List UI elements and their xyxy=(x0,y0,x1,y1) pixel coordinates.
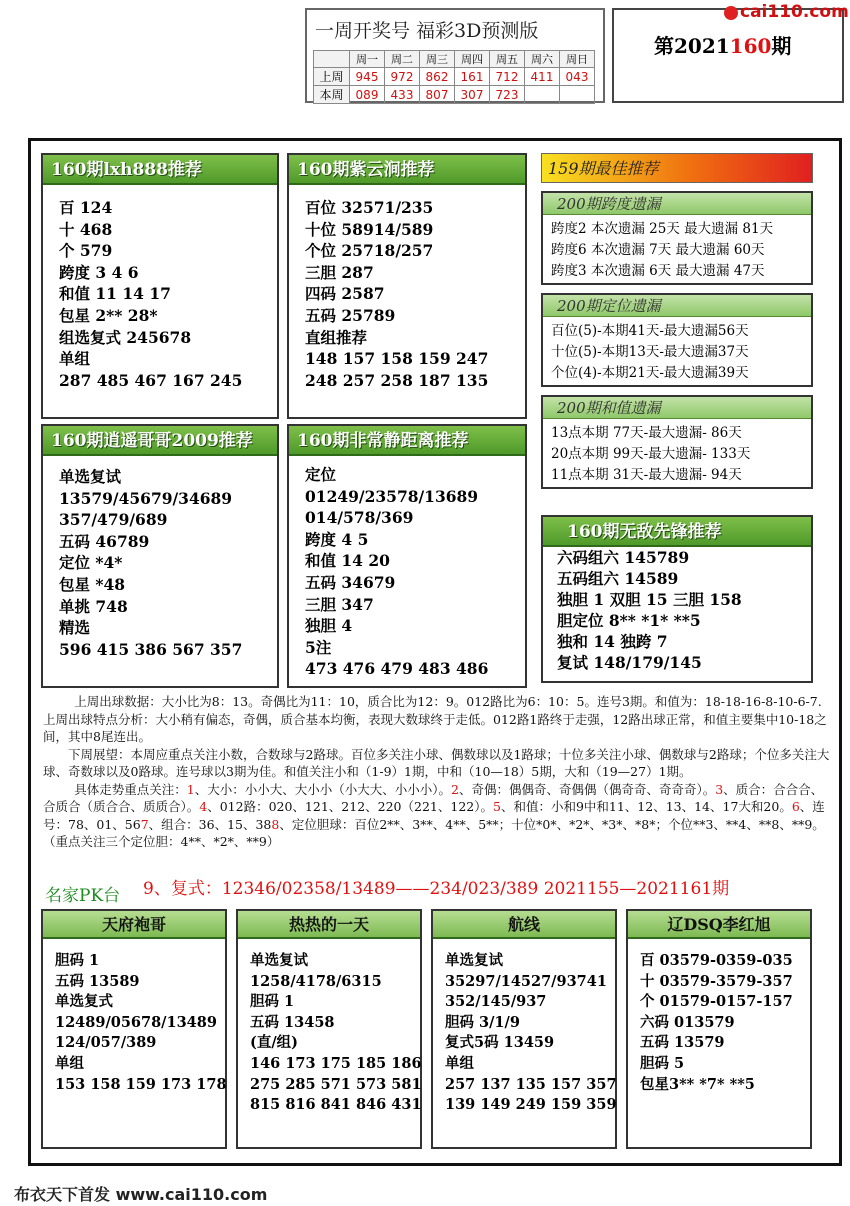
panel-line: 275 285 571 573 581 xyxy=(250,1075,422,1093)
miss-line: 20点本期 99天-最大遗漏- 133天 xyxy=(551,446,751,462)
day-label: 周二 xyxy=(385,51,420,68)
panel-body xyxy=(59,197,242,391)
panel-body xyxy=(250,951,422,1116)
period-title xyxy=(654,30,791,59)
panel-feichang xyxy=(287,424,527,688)
analysis-paragraph-2: 下周展望：本周应重点关注小数，合数球与2路球。百位多关注小球、偶数球以及1路球；十位多关注小球、偶数球与2路球；个位多关注大球、奇数球以及0路球。连号球以3期为佳。和值关注小和（1-9）1期，中和（10—18）5期，大和（19—27）1期。 xyxy=(43,746,830,779)
item-number: 6 xyxy=(791,799,800,814)
span-miss-box xyxy=(541,191,813,285)
panel-line: 十位 58914/589 xyxy=(305,219,434,239)
panel-lxh888 xyxy=(41,153,279,419)
panel-line: 直组推荐 xyxy=(305,327,368,347)
analysis-paragraph-1: 上周出球数据：大小比为8：13。奇偶比为11：10，质合比为12：9。012路比为6：10：5。连号3期。和值为：18-18-16-8-10-6-7.上周出球特点分析：大小稍有偏态，奇偶，质合基本均衡，表现大数球终于走低。012路1路终于走强，12路出球正常，和值主要集中10-18之间，其中8尾连出。 xyxy=(43,694,827,744)
panel-line: (直/组) xyxy=(250,1034,299,1052)
panel-line: 五码 13579 xyxy=(640,1034,725,1052)
draw-number: 043 xyxy=(560,68,595,86)
draw-number: 712 xyxy=(490,68,525,86)
panel-line: 独胆 1 双胆 15 三胆 158 xyxy=(557,590,742,609)
miss-line: 跨度3 本次遗漏 6天 最大遗漏 47天 xyxy=(551,263,765,279)
panel-line: 单组 xyxy=(55,1054,84,1072)
panel-line: 287 485 467 167 245 xyxy=(59,370,243,390)
draw-number: 161 xyxy=(455,68,490,86)
panel-line: 248 257 258 187 135 xyxy=(305,370,489,390)
item-text: 、定位胆球：百位2**、3**、4**、5**；十位*0*、*2*、*3*、*8*；个位**3、**4、**8、**9。（重点关注三个定位胆：4**、*2*、**9） xyxy=(43,816,825,849)
miss-line: 百位(5)-本期41天-最大遗漏56天 xyxy=(551,323,749,339)
panel-line: 单挑 748 xyxy=(59,596,128,616)
miss-line: 11点本期 31天-最大遗漏- 94天 xyxy=(551,467,742,483)
panel-line: 定位 xyxy=(305,465,337,484)
period-number: 160 xyxy=(729,34,772,58)
panel-line: 个 01579-0157-157 xyxy=(640,993,793,1011)
item-text: 、012路：020、121、212、220（221、122）。 xyxy=(207,799,493,814)
item-text: 、大小：小小大、大小小（小大大、小小小）。 xyxy=(194,781,451,797)
panel-line: 257 137 135 157 357 xyxy=(445,1075,617,1093)
panel-body xyxy=(445,951,617,1116)
panel-line: 5注 xyxy=(305,637,332,657)
panel-line: 三胆 347 xyxy=(305,594,374,614)
panel-line: 13579/45679/34689 xyxy=(59,488,233,508)
panel-line: 352/145/937 xyxy=(445,993,547,1011)
panel-line: 12489/05678/13489 xyxy=(55,1013,217,1031)
panel-line: 十 03579-3579-357 xyxy=(640,972,793,990)
panel-tianfu xyxy=(41,909,227,1149)
main-frame xyxy=(28,138,842,1166)
day-label: 周四 xyxy=(455,51,490,68)
panel-line: 复试 148/179/145 xyxy=(557,653,702,672)
panel-line: 014/578/369 xyxy=(305,508,414,528)
panel-line: 139 149 249 159 359 xyxy=(445,1096,617,1114)
panel-title: 160期lxh888推荐 xyxy=(43,155,277,185)
panel-line: 五码 13458 xyxy=(250,1013,335,1031)
position-miss-body xyxy=(551,321,749,384)
panel-line: 胆码 5 xyxy=(640,1054,685,1072)
day-label: 周日 xyxy=(560,51,595,68)
panel-title: 160期紫云涧推荐 xyxy=(289,155,525,185)
item-text: 、质合：合合合、合质合（质合合、质质合）。 xyxy=(43,781,824,814)
sum-miss-title: 200期和值遗漏 xyxy=(543,397,811,419)
sum-miss-box xyxy=(541,395,813,489)
panel-body xyxy=(640,951,793,1095)
panel-line: 独胆 4 xyxy=(305,616,353,636)
panel-line: 包星3** *7* **5 xyxy=(640,1075,755,1093)
panel-line: 胆码 1 xyxy=(55,952,100,969)
position-miss-title: 200期定位遗漏 xyxy=(543,295,811,317)
draw-number xyxy=(560,86,595,104)
panel-line: 胆码 3/1/9 xyxy=(445,1013,520,1031)
panel-xiaoyao xyxy=(41,424,279,688)
day-label: 周六 xyxy=(525,51,560,68)
panel-body xyxy=(557,547,742,673)
panel-rere xyxy=(236,909,422,1149)
panel-line: 单选复式 xyxy=(55,993,113,1011)
panel-line: 单组 xyxy=(59,349,91,369)
item-text: 、奇偶：偶偶奇、奇偶偶（偶奇奇、奇奇奇）。 xyxy=(458,781,716,797)
last-week-label: 上周 xyxy=(314,68,350,86)
panel-line: 复式5码 13459 xyxy=(445,1034,555,1052)
draw-number: 945 xyxy=(350,68,385,86)
panel-line: 组选复式 245678 xyxy=(59,327,192,347)
panel-hangxian xyxy=(431,909,617,1149)
analysis-intro: 具体走势重点关注： xyxy=(74,781,187,797)
panel-line: 定位 *4* xyxy=(59,553,123,573)
panel-line: 和值 11 14 17 xyxy=(59,284,171,304)
panel-line: 五码 13589 xyxy=(55,972,140,990)
panel-title: 航线 xyxy=(433,911,615,939)
draw-number: 433 xyxy=(385,86,420,104)
this-week-label: 本周 xyxy=(314,86,350,104)
panel-line: 三胆 287 xyxy=(305,262,374,282)
pk-recommend-line: 9、复式：12346/02358/13489——234/023/389 2021155—2021161期 xyxy=(143,879,730,899)
site-logo-icon xyxy=(724,6,738,20)
panel-line: 包星 2** 28* xyxy=(59,305,158,325)
position-miss-box xyxy=(541,293,813,387)
weekly-draw-title: 一周开奖号 福彩3D预测版 xyxy=(315,20,539,42)
panel-body xyxy=(305,197,488,391)
day-label: 周五 xyxy=(490,51,525,68)
draw-number: 862 xyxy=(420,68,455,86)
panel-line: 跨度 4 5 xyxy=(305,529,369,549)
item-number: 8 xyxy=(271,816,280,832)
panel-line: 五码 25789 xyxy=(305,305,396,325)
panel-line: 百 124 xyxy=(59,198,113,217)
panel-line: 124/057/389 xyxy=(55,1034,157,1052)
draw-number: 411 xyxy=(525,68,560,86)
panel-line: 815 816 841 846 431 xyxy=(250,1096,422,1114)
panel-line: 148 157 158 159 247 xyxy=(305,349,489,369)
site-logo-text[interactable]: cai110.com xyxy=(740,2,849,22)
draw-number: 307 xyxy=(455,86,490,104)
panel-body xyxy=(59,466,242,660)
panel-line: 精选 xyxy=(59,618,91,638)
panel-line: 跨度 3 4 6 xyxy=(59,262,139,282)
panel-line: 和值 14 20 xyxy=(305,551,390,571)
panel-line: 五码 46789 xyxy=(59,531,150,551)
day-label: 周三 xyxy=(420,51,455,68)
analysis-paragraph-3 xyxy=(43,781,833,851)
item-number: 7 xyxy=(140,816,149,832)
miss-line: 跨度2 本次遗漏 25天 最大遗漏 81天 xyxy=(551,221,774,237)
panel-line: 四码 2587 xyxy=(305,284,385,304)
panel-body xyxy=(305,464,488,680)
item-number: 2 xyxy=(450,781,459,797)
item-number: 5 xyxy=(492,799,501,814)
panel-title: 160期无敌先锋推荐 xyxy=(543,517,811,547)
panel-line: 596 415 386 567 357 xyxy=(59,639,243,659)
panel-line: 35297/14527/93741 xyxy=(445,972,607,990)
panel-line: 个 579 xyxy=(59,241,113,261)
panel-wudi xyxy=(541,515,813,683)
day-header-row xyxy=(314,51,595,68)
pk-label: 名家PK台 xyxy=(45,886,121,906)
panel-title: 160期逍遥哥哥2009推荐 xyxy=(43,426,277,456)
item-number: 3 xyxy=(715,781,724,797)
miss-line: 13点本期 77天-最大遗漏- 86天 xyxy=(551,425,742,441)
best-recommend-title: 159期最佳推荐 xyxy=(541,153,813,183)
item-text: 、组合：36、15、38 xyxy=(148,816,272,832)
item-text: 、连号：78、01、56 xyxy=(43,799,825,832)
panel-line: 六码 013579 xyxy=(640,1013,735,1031)
panel-line: 胆定位 8** *1* **5 xyxy=(557,611,701,630)
panel-title: 热热的一天 xyxy=(238,911,420,939)
period-prefix: 第2021 xyxy=(654,34,730,58)
panel-line: 百 03579-0359-035 xyxy=(640,952,793,969)
weekly-draw-table xyxy=(313,50,595,104)
miss-line: 跨度6 本次遗漏 7天 最大遗漏 60天 xyxy=(551,242,765,258)
panel-line: 单选复试 xyxy=(59,467,122,486)
panel-line: 153 158 159 173 178 xyxy=(55,1075,227,1093)
panel-line: 百位 32571/235 xyxy=(305,198,434,217)
last-week-row xyxy=(314,68,595,86)
panel-line: 473 476 479 483 486 xyxy=(305,659,489,679)
panel-line: 十 468 xyxy=(59,219,113,239)
panel-line: 357/479/689 xyxy=(59,510,168,530)
draw-number: 089 xyxy=(350,86,385,104)
weekly-draw-box xyxy=(305,8,605,103)
panel-ziyunjian xyxy=(287,153,527,419)
panel-line: 146 173 175 185 186 xyxy=(250,1054,422,1072)
panel-line: 1258/4178/6315 xyxy=(250,972,382,990)
footer-credit: 布衣天下首发 www.cai110.com xyxy=(14,1185,268,1204)
panel-line: 五码 34679 xyxy=(305,572,396,592)
item-number: 4 xyxy=(199,799,208,814)
span-miss-title: 200期跨度遗漏 xyxy=(543,193,811,215)
panel-line: 单选复试 xyxy=(250,952,308,969)
period-box xyxy=(612,8,844,103)
panel-line: 包星 *48 xyxy=(59,574,126,594)
panel-line: 01249/23578/13689 xyxy=(305,486,479,506)
panel-line: 个位 25718/257 xyxy=(305,241,434,261)
panel-line: 单选复试 xyxy=(445,952,503,969)
panel-line: 五码组六 14589 xyxy=(557,569,679,588)
miss-line: 个位(4)-本期21天-最大遗漏39天 xyxy=(551,365,749,381)
panel-line: 胆码 1 xyxy=(250,993,295,1011)
span-miss-body xyxy=(551,219,773,282)
panel-line: 单组 xyxy=(445,1054,474,1072)
draw-number: 972 xyxy=(385,68,420,86)
draw-number: 723 xyxy=(490,86,525,104)
this-week-row xyxy=(314,86,595,104)
period-suffix: 期 xyxy=(771,34,792,58)
panel-liaodsq xyxy=(626,909,812,1149)
sum-miss-body xyxy=(551,423,750,486)
item-text: 、和值：小和9中和11、12、13、14、17大和20。 xyxy=(500,799,792,814)
panel-title: 辽DSQ李红旭 xyxy=(628,911,810,939)
day-label: 周一 xyxy=(350,51,385,68)
panel-line: 独和 14 独跨 7 xyxy=(557,632,668,651)
miss-line: 十位(5)-本期13天-最大遗漏37天 xyxy=(551,344,749,360)
panel-body xyxy=(55,951,227,1095)
draw-number: 807 xyxy=(420,86,455,104)
item-number: 1 xyxy=(186,781,195,797)
draw-number xyxy=(525,86,560,104)
analysis-text xyxy=(43,693,833,851)
panel-title: 160期非常静距离推荐 xyxy=(289,426,525,456)
panel-title: 天府袍哥 xyxy=(43,911,225,939)
panel-line: 六码组六 145789 xyxy=(557,548,690,567)
